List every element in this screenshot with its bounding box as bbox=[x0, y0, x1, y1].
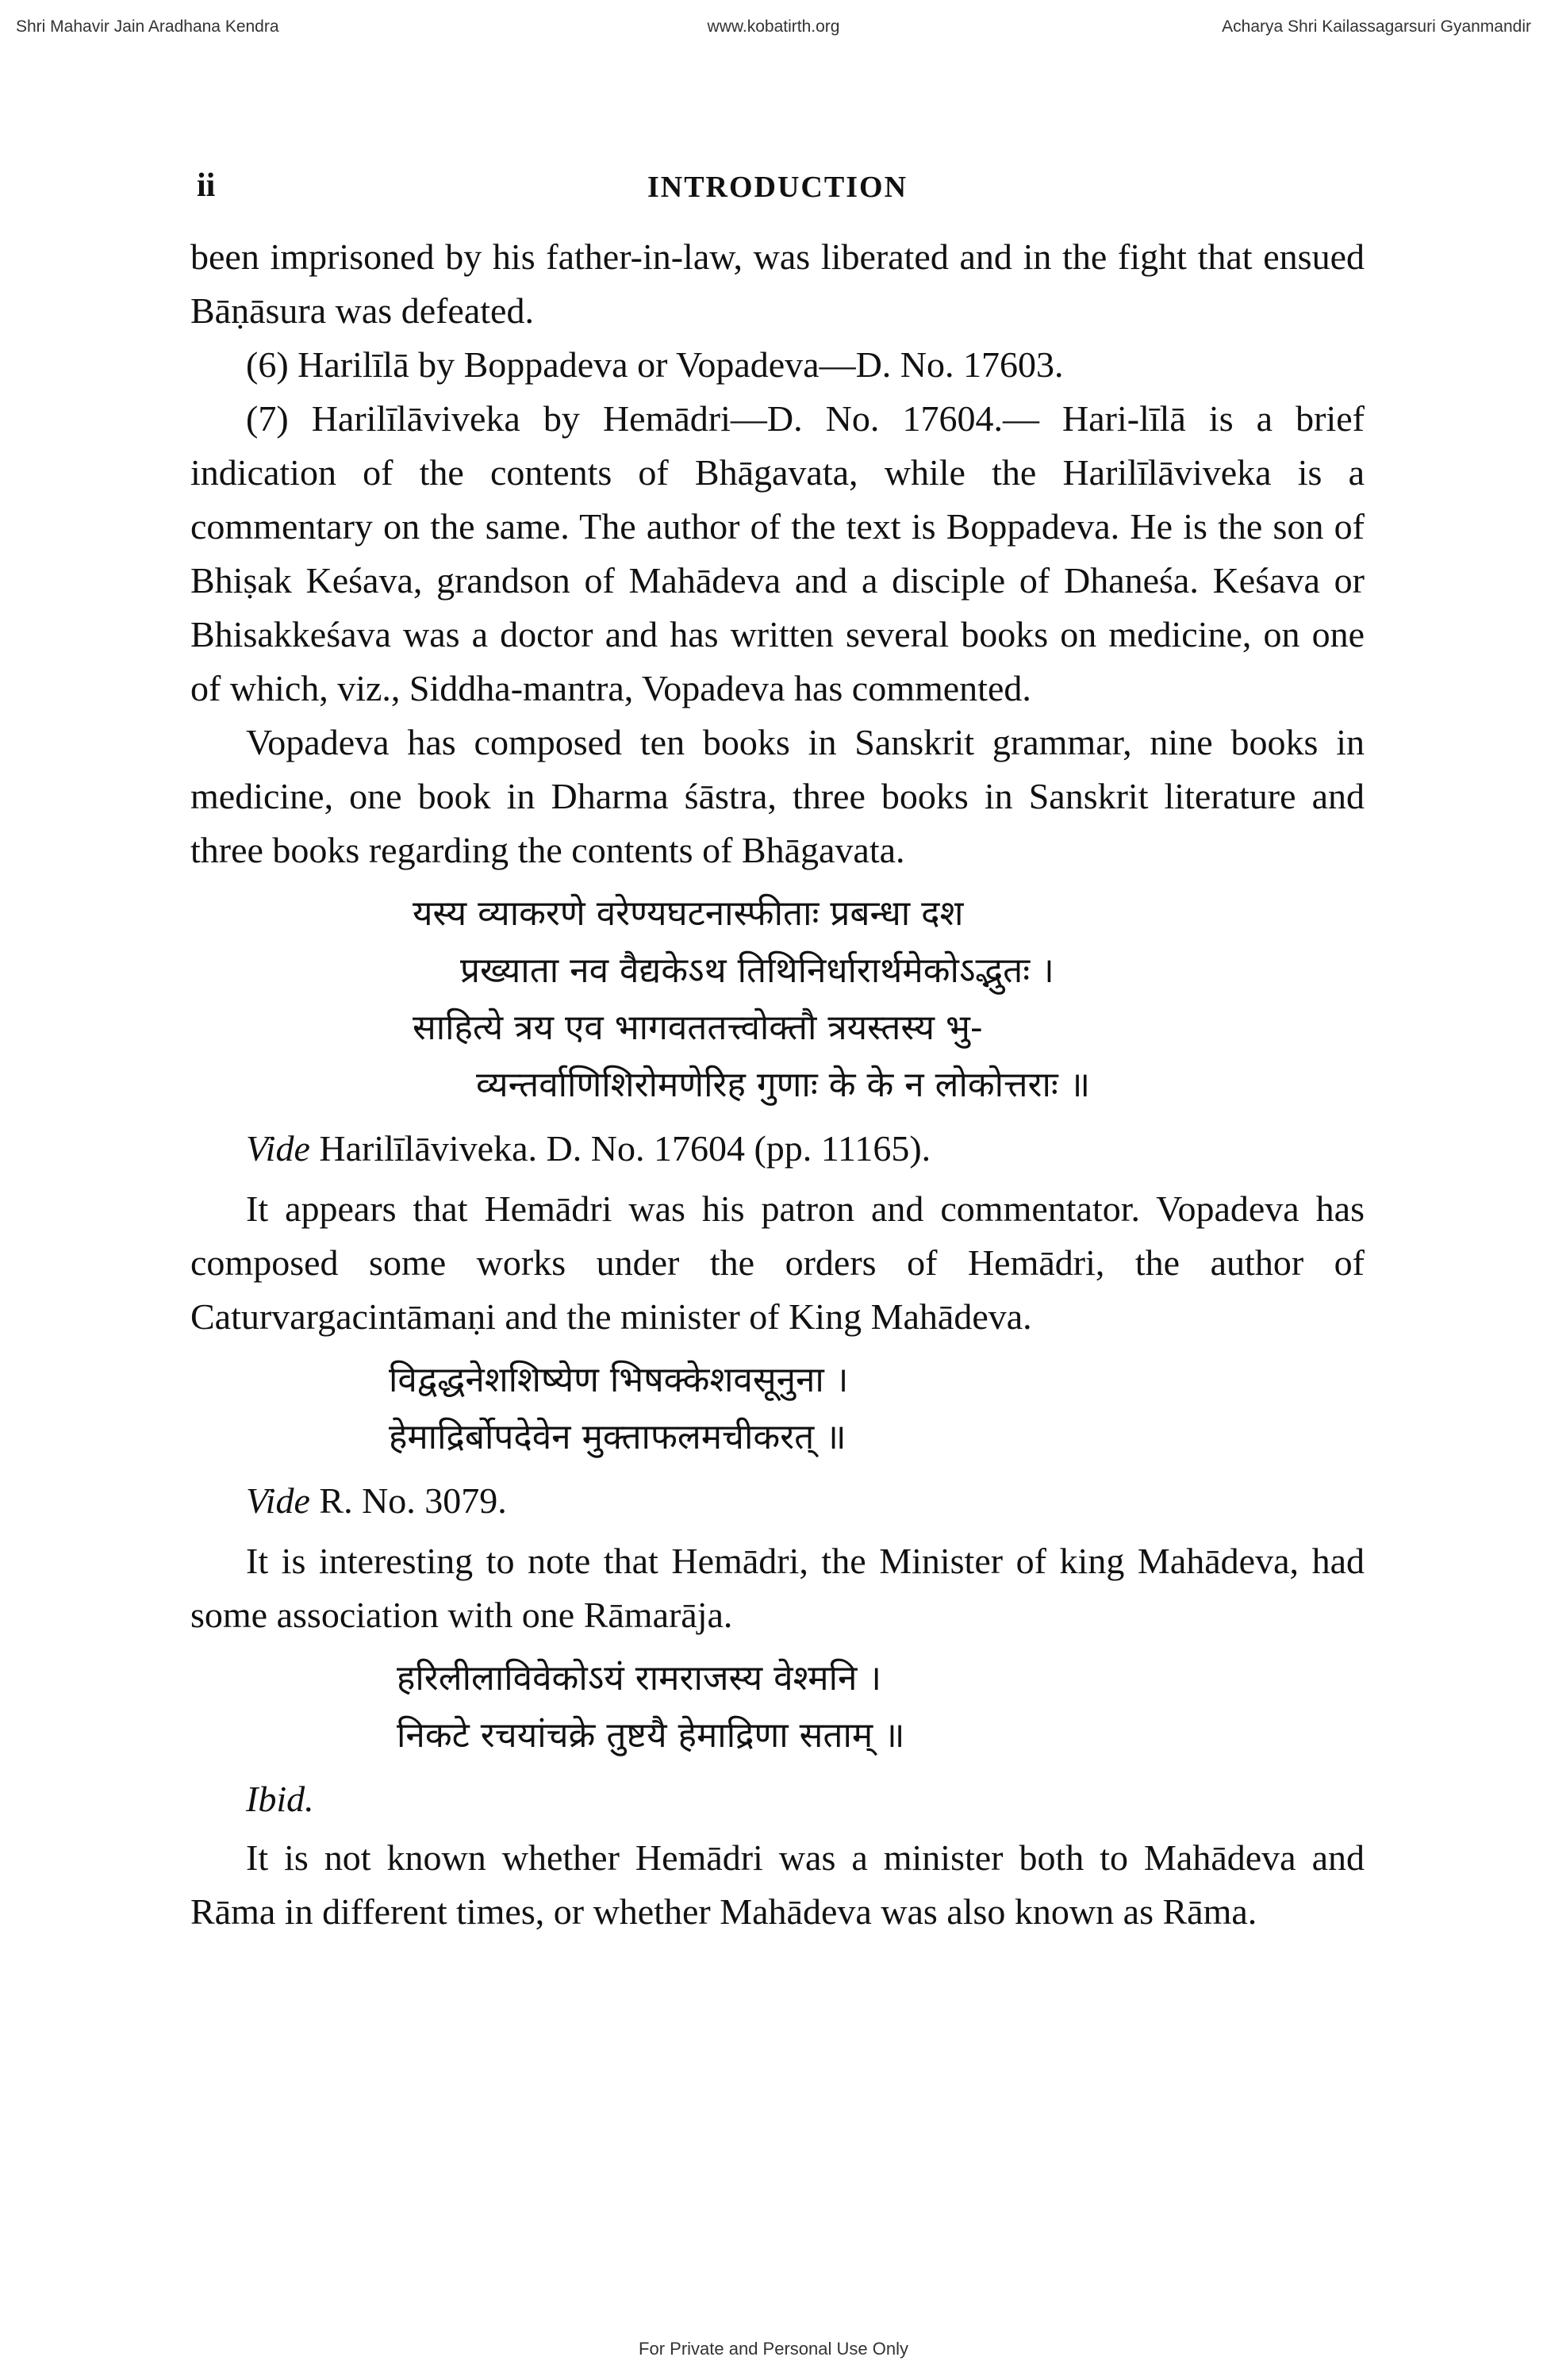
verse-1-line-4: व्यन्तर्वाणिशिरोमणेरिह गुणाः के के न लोकोत्तराः ॥ bbox=[476, 1065, 1091, 1105]
running-header bbox=[190, 159, 1365, 230]
paragraph-2: (6) Harilīlā by Boppadeva or Vopadeva—D. No. 17603. bbox=[246, 344, 1064, 385]
verse-1-line-2: प्रख्याता नव वैद्यकेऽथ तिथिनिर्धारार्थमेकोऽद्भुतः । bbox=[460, 950, 1054, 991]
reference-2 bbox=[190, 1474, 1365, 1528]
sanskrit-verse-2 bbox=[190, 1352, 1365, 1466]
sanskrit-verse-1 bbox=[190, 885, 1365, 1114]
footer-notice: For Private and Personal Use Only bbox=[639, 2339, 908, 2359]
paragraph-7: It is not known whether Hemādri was a minister both to Mahādeva and Rāma in different times, or whether Mahādeva was also known as Rāma. bbox=[190, 1837, 1365, 1932]
paragraph-5: It appears that Hemādri was his patron and commentator. Vopadeva has composed some works under the orders of Hemādri, the author of Caturvargacintāmaṇi and the minister of King Mahādeva. bbox=[190, 1188, 1365, 1337]
reference-1-vide: Vide bbox=[246, 1128, 310, 1169]
verse-1-line-3: साहित्ये त्रय एव भागवततत्त्वोक्तौ त्रयस्तस्य भु- bbox=[413, 1008, 983, 1048]
verse-2-line-2: हेमाद्रिर्बोपदेवेन मुक्ताफलमचीकरत् ॥ bbox=[389, 1417, 846, 1457]
book-page bbox=[190, 159, 1365, 1939]
paragraph-6: It is interesting to note that Hemādri, the Minister of king Mahādeva, had some association with one Rāmarāja. bbox=[190, 1541, 1365, 1635]
paragraph-1: been imprisoned by his father-in-law, was liberated and in the fight that ensued Bāṇāsura was defeated. bbox=[190, 236, 1365, 331]
running-title: INTRODUCTION bbox=[647, 171, 908, 204]
verse-1-line-1: यस्य व्याकरणे वरेण्यघटनास्फीताः प्रबन्धा दश bbox=[413, 893, 964, 934]
reference-1 bbox=[190, 1122, 1365, 1176]
paragraph-3: (7) Harilīlāviveka by Hemādri—D. No. 17604.— Hari-līlā is a brief indication of the contents of Bhāgavata, while the Harilīlāviveka is a commentary on the same. The author of the text is Boppadeva. He is the son of Bhiṣak Keśava, grandson of Mahādeva and a disciple of Dhaneśa. Keśava or Bhisakkeśava was a doctor and has written several books on medicine, on one of which, viz., Siddha-mantra, Vopadeva has commented. bbox=[190, 398, 1365, 708]
banner-left-text: Shri Mahavir Jain Aradhana Kendra bbox=[16, 17, 279, 36]
paragraph-4: Vopadeva has composed ten books in Sanskrit grammar, nine books in medicine, one book in Dharma śāstra, three books in Sanskrit literature and three books regarding the contents of Bhāgavata. bbox=[190, 722, 1365, 870]
verse-2-line-1: विद्वद्धनेशशिष्येण भिषक्केशवसूनुना । bbox=[389, 1360, 849, 1400]
verse-3-line-2: निकटे रचयांचक्रे तुष्टयै हेमाद्रिणा सताम् ॥ bbox=[397, 1715, 905, 1756]
verse-3-line-1: हरिलीलाविवेकोऽयं रामराजस्य वेश्मनि । bbox=[397, 1658, 882, 1699]
site-banner bbox=[0, 10, 1547, 41]
banner-center-url: www.kobatirth.org bbox=[707, 17, 840, 36]
reference-2-vide: Vide bbox=[246, 1480, 310, 1521]
page-number: ii bbox=[197, 167, 216, 204]
sanskrit-verse-3 bbox=[190, 1650, 1365, 1764]
reference-2-text: R. No. 3079. bbox=[319, 1480, 507, 1521]
reference-1-text: Harilīlāviveka. D. No. 17604 (pp. 11165). bbox=[319, 1128, 931, 1169]
banner-right-text: Acharya Shri Kailassagarsuri Gyanmandir bbox=[1222, 17, 1531, 36]
ibid-reference: Ibid. bbox=[246, 1779, 314, 1819]
